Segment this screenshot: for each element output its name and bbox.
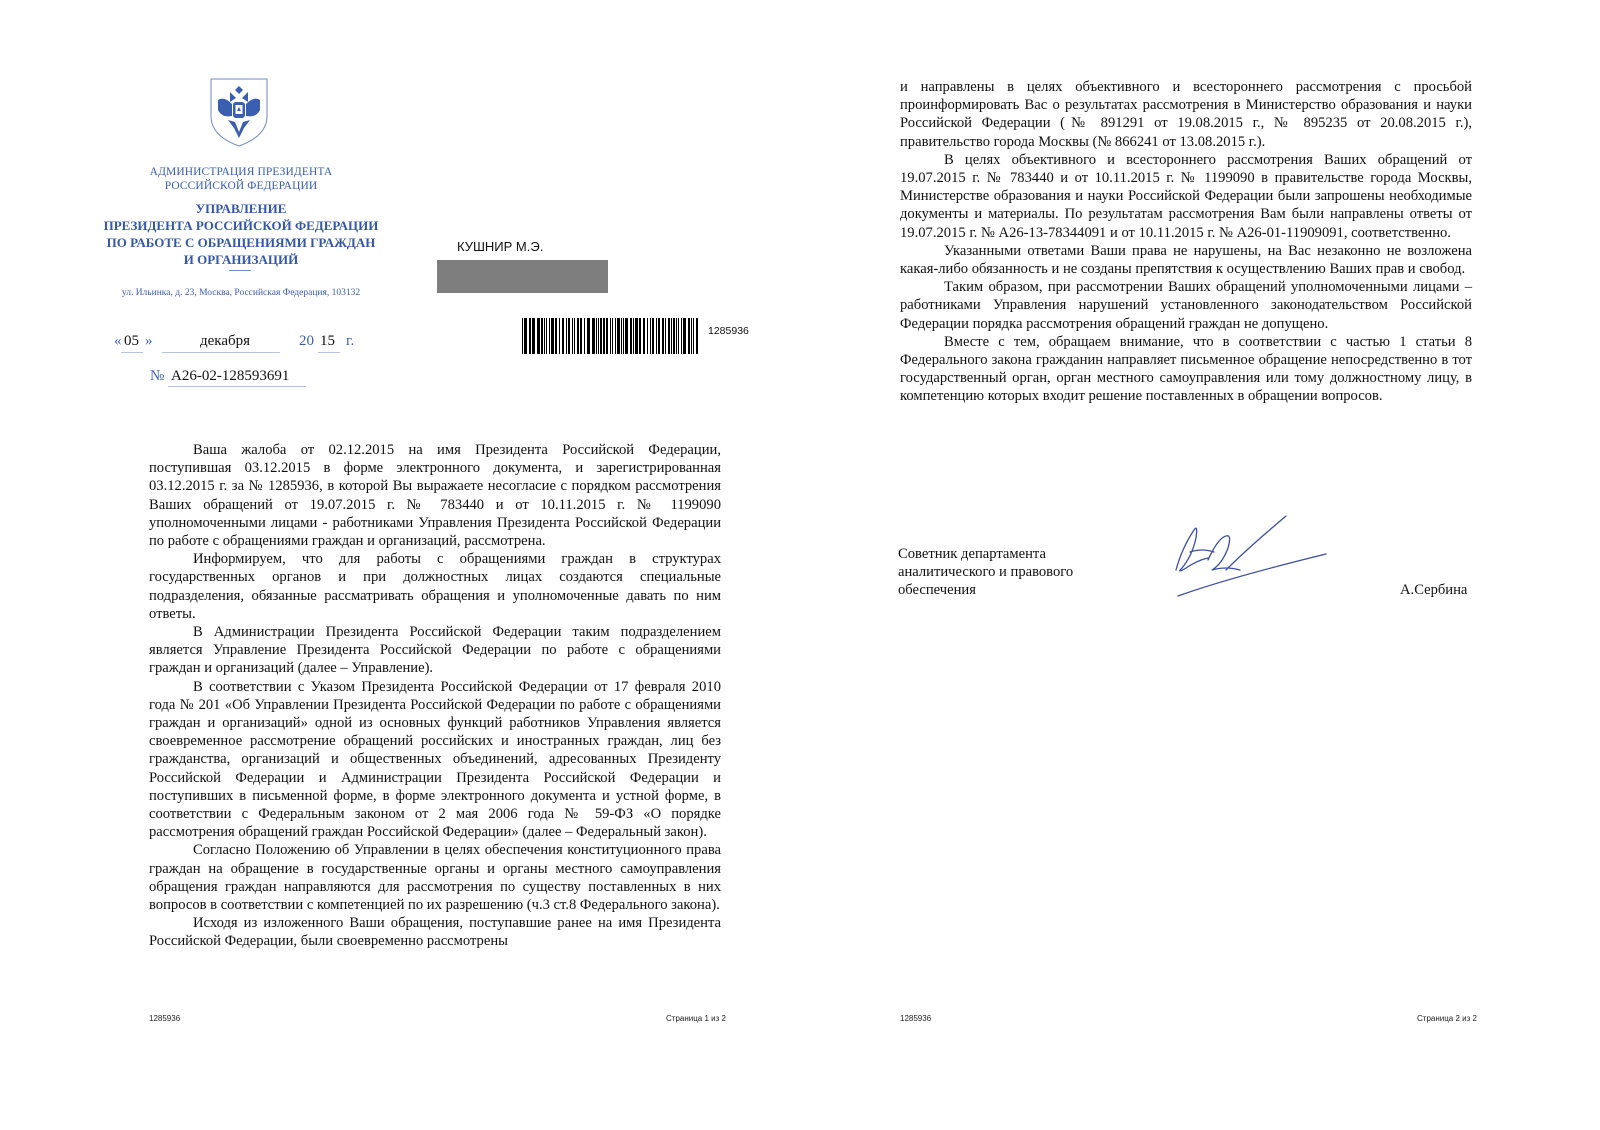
barcode-bar xyxy=(625,318,628,354)
paragraph: В Администрации Президента Российской Федерации таким подразделением является Управление Президента Российской Федерации по работе с обращениями граждан и организаций (далее – Управление). xyxy=(149,624,721,677)
date-open-quote: « xyxy=(114,333,122,349)
barcode-bar xyxy=(681,318,682,354)
barcode-bar xyxy=(623,318,624,354)
recipient-name: КУШНИР М.Э. xyxy=(457,239,544,254)
barcode-bar xyxy=(562,318,564,354)
barcode-bar xyxy=(522,318,523,354)
paragraph: Ваша жалоба от 02.12.2015 на имя Президента Российской Федерации, поступившая 03.12.2015 в форме электронного документа, и зарегистрированная 03.12.2015 г. за № 1285936, в которой Вы выражаете несогласие с порядком рассмотрения Ваших обращений от 19.07.2015 г. № 783440 и от 10.11.2015 г. № 1199090 уполномоченными лицами - работниками Управления Президента Российской Федерации по работе с обращениями граждан и организаций, рассмотрена. xyxy=(149,442,721,550)
redacted-address-block xyxy=(437,260,608,293)
date-year: 15 xyxy=(320,333,335,349)
paragraph: Таким образом, при рассмотрении Ваших обращений уполномоченными лицами – работниками Управления нарушений установленного законодательством Российской Федерации порядка рассмотрения обращений граждан не допущено. xyxy=(900,279,1472,332)
barcode-bar xyxy=(580,318,582,354)
letterhead-admin-line-2: РОССИЙСКОЙ ФЕДЕРАЦИИ xyxy=(164,180,318,192)
barcode-bar xyxy=(639,318,641,354)
barcode-bar xyxy=(555,318,557,354)
barcode-bar xyxy=(600,318,602,354)
barcode-bar xyxy=(668,318,670,354)
barcode-bar xyxy=(621,318,622,354)
barcode-bar xyxy=(678,318,679,354)
handwritten-signature xyxy=(1168,508,1333,604)
barcode-bar xyxy=(676,318,677,354)
letter-page-2 xyxy=(800,0,1600,1130)
date-month-underline xyxy=(162,352,280,353)
paragraph: Информируем, что для работы с обращениями граждан в структурах государственных органов и при должностных лицах создаются специальные подразделения, обязанные рассматривать обращения и уполномоченные давать по ним ответы. xyxy=(149,551,721,622)
barcode-bar xyxy=(598,318,599,354)
paragraph: и направлены в целях объективного и всестороннего рассмотрения с просьбой проинформировать Вас о результатах рассмотрения в Министерство образования и науки Российской Федерации (№ 891291 от 19.08.2015 г., № 895235 от 20.08.2015 г.), правительство города Москвы (№ 866241 от 13.08.2015 г.). xyxy=(900,79,1472,150)
reg-number-underline xyxy=(168,386,306,387)
barcode-bar xyxy=(568,318,570,354)
letterhead-dept-line-2: ПРЕЗИДЕНТА РОССИЙСКОЙ ФЕДЕРАЦИИ xyxy=(103,218,379,233)
date-year-underline xyxy=(318,352,340,353)
reg-number: А26-02-128593691 xyxy=(171,368,290,384)
letterhead-divider xyxy=(229,270,251,271)
signer-position-line-1: Советник департамента xyxy=(898,546,1046,562)
signer-position xyxy=(898,545,1138,600)
barcode-bar xyxy=(633,318,634,354)
barcode-bar xyxy=(574,318,575,354)
barcode-bar xyxy=(610,318,611,354)
signer-position-line-3: обеспечения xyxy=(898,582,976,599)
barcode-bar xyxy=(551,318,554,354)
footer-page-number: Страница 1 из 2 xyxy=(666,1014,726,1023)
barcode-bar xyxy=(577,318,579,354)
paragraph: В целях объективного и всестороннего рассмотрения Ваших обращений от 19.07.2015 г. № 783440 и от 10.11.2015 г. № 1199090 в правительстве города Москвы, Министерстве образования и науки Российской Федерации были запрошены необходимые документы и материалы. По результатам рассмотрения Вам были направлены ответы от 19.07.2015 г. № А26-13-78344091 и от 10.11.2015 г. № А26-01-11909091, соответственно. xyxy=(900,151,1472,241)
barcode-bar xyxy=(647,318,648,354)
barcode-bar xyxy=(630,318,632,354)
barcode-bar xyxy=(549,318,550,354)
barcode-bar xyxy=(546,318,547,354)
letter-body-page-2 xyxy=(900,78,1472,406)
letterhead-dept-line-3: ПО РАБОТЕ С ОБРАЩЕНИЯМИ ГРАЖДАН xyxy=(106,235,376,250)
signer-position-line-2: аналитического и правового xyxy=(898,564,1074,581)
letterhead-dept-line-1: УПРАВЛЕНИЕ xyxy=(195,201,287,216)
letterhead-department xyxy=(96,200,386,268)
signer-name: А.Сербина xyxy=(1400,582,1468,598)
barcode-bar xyxy=(584,318,585,354)
barcode-bar xyxy=(559,318,560,354)
footer-doc-number: 1285936 xyxy=(149,1014,181,1023)
barcode-bar xyxy=(688,318,690,354)
barcode-bar xyxy=(524,318,527,354)
barcode-bar xyxy=(572,318,573,354)
barcode-bar xyxy=(652,318,654,354)
footer-page-number: Страница 2 из 2 xyxy=(1417,1014,1477,1023)
footer-doc-number: 1285936 xyxy=(900,1014,932,1023)
letterhead-administration xyxy=(96,165,386,193)
barcode-icon xyxy=(522,318,700,354)
barcode-bar xyxy=(596,318,597,354)
barcode-bar xyxy=(656,318,657,354)
barcode-bar xyxy=(541,318,543,354)
barcode-bar xyxy=(529,318,531,354)
barcode-bar xyxy=(566,318,567,354)
barcode-bar xyxy=(592,318,595,354)
barcode-bar xyxy=(650,318,651,354)
letterhead-address: ул. Ильинка, д. 23, Москва, Российская Федерация, 103132 xyxy=(121,288,361,298)
barcode-bar xyxy=(665,318,666,354)
barcode-bar xyxy=(612,318,613,354)
date-day-underline xyxy=(121,352,143,353)
reg-number-sign: № xyxy=(150,368,165,384)
paragraph: Указанными ответами Ваши права не нарушены, на Вас незаконно не возложена какая-либо обязанность и не созданы препятствия к осуществлению Ваших прав и свобод. xyxy=(900,242,1472,278)
coat-of-arms-icon xyxy=(208,76,270,148)
paragraph: Согласно Положению об Управлении в целях обеспечения конституционного права граждан на обращение в государственные органы и органы местного самоуправления обращения граждан направляются для рассмотрения по существу поставленных в них вопросов в соответствии с компетенцией по их разрешению (ч.3 ст.8 Федерального закона). xyxy=(149,842,721,914)
date-day: 05 xyxy=(124,333,139,349)
date-month: декабря xyxy=(200,333,251,349)
barcode-bar xyxy=(662,318,664,354)
barcode-bar xyxy=(615,318,616,354)
barcode-bar xyxy=(693,318,694,354)
date-year-prefix: 20 xyxy=(299,333,314,349)
barcode-bar xyxy=(691,318,692,354)
barcode-bar xyxy=(603,318,605,354)
barcode-bar xyxy=(606,318,608,354)
paragraph: Вместе с тем, обращаем внимание, что в соответствии с частью 1 статьи 8 Федерального закона гражданин направляет письменное обращение непосредственно в тот государственный орган, орган местного самоуправления или тому должностному лицу, в компетенцию которых входит решение поставленных в обращении вопросов. xyxy=(900,333,1472,405)
letter-body-page-1 xyxy=(149,441,721,951)
barcode-bar xyxy=(683,318,686,354)
barcode-bar xyxy=(532,318,535,354)
barcode-bar xyxy=(671,318,672,354)
barcode-bar xyxy=(635,318,638,354)
barcode-bar xyxy=(696,318,698,354)
barcode-bar xyxy=(544,318,545,354)
paragraph: Исходя из изложенного Ваши обращения, поступавшие ранее на имя Президента Российской Федерации, были своевременно рассмотрены xyxy=(149,915,721,950)
date-close-quote: » xyxy=(145,333,153,349)
date-suffix: г. xyxy=(346,333,355,349)
paragraph: В соответствии с Указом Президента Российской Федерации от 17 февраля 2010 года № 201 «Об Управлении Президента Российской Федерации по работе с обращениями граждан и организаций» одной из основных функций работников Управления является своевременное рассмотрение обращений российских и иностранных граждан, лиц без гражданства, организаций и общественных объединений, адресованных Президенту Российской Федерации и Администрации Президента Российской Федерации и поступивших в письменной форме, в форме электронного документа и устной форме, в соответствии с Федеральным законом от 2 мая 2006 года № 59-ФЗ «О порядке рассмотрения обращений граждан Российской Федерации» (далее – Федеральный закон). xyxy=(149,678,721,841)
letterhead-dept-line-4: И ОРГАНИЗАЦИЙ xyxy=(183,252,299,267)
barcode-bar xyxy=(617,318,620,354)
barcode-bar xyxy=(658,318,660,354)
letterhead-admin-line-1: АДМИНИСТРАЦИЯ ПРЕЗИДЕНТА xyxy=(149,166,333,178)
barcode-bar xyxy=(643,318,645,354)
barcode-bar xyxy=(537,318,540,354)
barcode-bar xyxy=(587,318,590,354)
barcode-number: 1285936 xyxy=(708,325,749,337)
barcode-bar xyxy=(673,318,675,354)
